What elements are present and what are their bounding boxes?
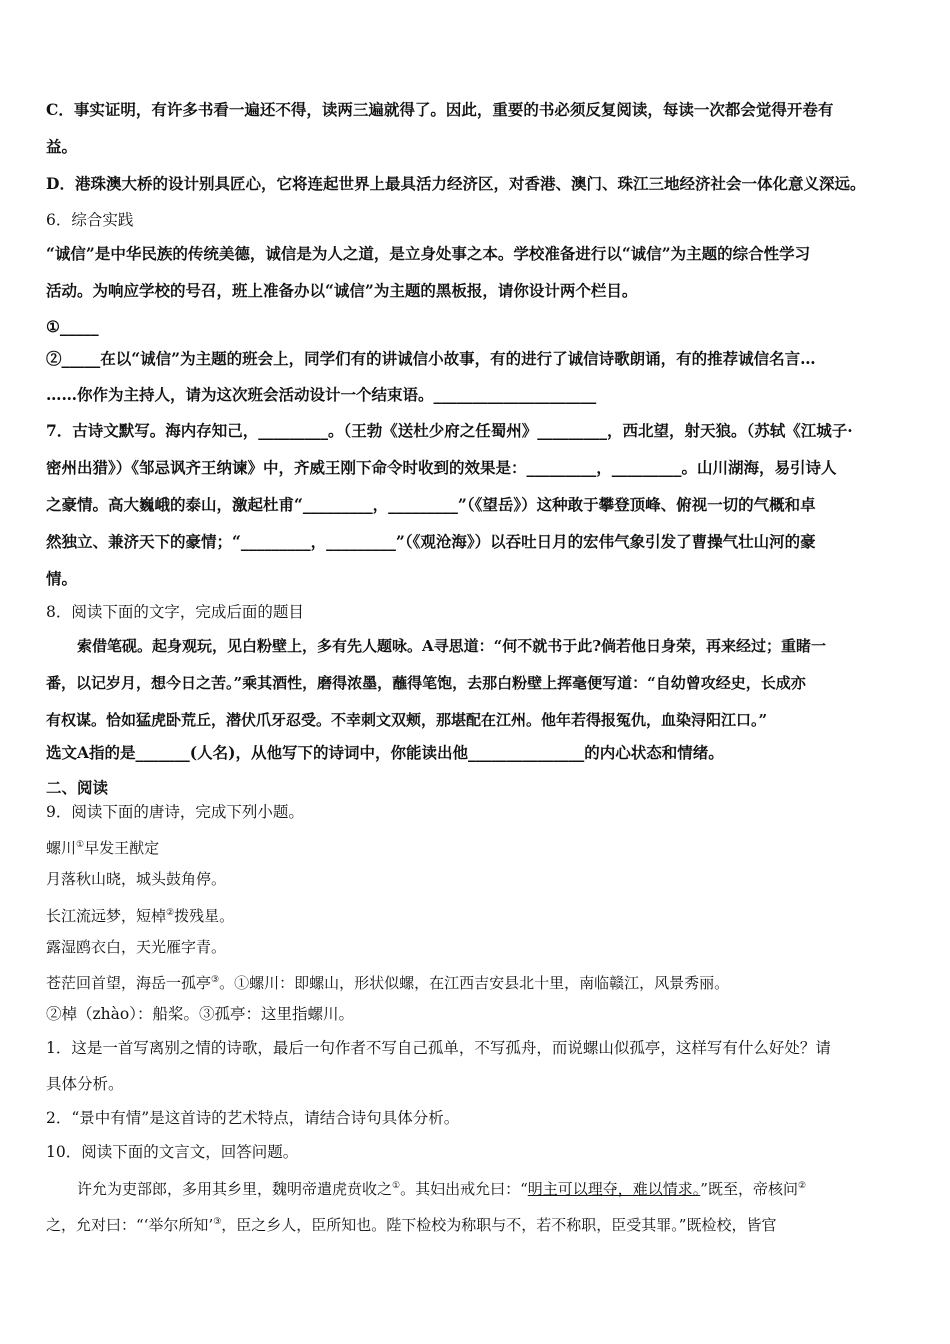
q6-closing-line: ……你作为主持人，请为这次班会活动设计一个结束语。_____________________ [46, 385, 597, 404]
q6-blank-1: ①_____ [46, 317, 99, 336]
poem-line1: 月落秋山晓，城头鼓角停。 [46, 870, 227, 888]
poem-title: 螺川①早发王猷定 [46, 839, 160, 857]
footnote-marker: ③ [211, 975, 220, 985]
question-10-heading: 10．阅读下面的文言文，回答问题。 [46, 1143, 299, 1161]
q9-sub2: 2．“景中有情”是这首诗的艺术特点，请结合诗句具体分析。 [46, 1109, 460, 1127]
option-c-line1: C．事实证明，有许多书看一遍还不得，读两三遍就得了。因此，重要的书必须反复阅读，每读一次都会觉得开卷有 [46, 100, 834, 119]
q8-question: 选文A指的是_______(人名)，从他写下的诗词中，你能读出他_______________的内心状态和情绪。 [46, 743, 724, 762]
question-7-line5: 情。 [46, 569, 78, 588]
section-2-heading: 二、阅读 [46, 778, 109, 797]
footnote-marker: ③ [213, 1217, 222, 1227]
question-8-heading: 8．阅读下面的文字，完成后面的题目 [46, 603, 304, 621]
poem-line4-and-note1: 苍茫回首望，海岳一孤亭③。①螺川：即螺山，形状似螺，在江西吉安县北十里，南临赣江，风景秀丽。 [46, 974, 730, 992]
underlined-sentence: 明主可以理夺，难以情求。 [527, 1180, 701, 1198]
q8-passage-line1: 索借笔砚。起身观玩，见白粉壁上，多有先人题咏。A寻思道：“何不就书于此?倘若他日身荣，再来经过；重睹一 [77, 637, 827, 655]
footnote-marker: ① [392, 1181, 401, 1191]
q10-passage-line1: 许允为吏部郎，多用其乡里，魏明帝遣虎贲收之①。其妇出戒允曰：“明主可以理夺，难以情求。”既至，帝核问② [77, 1180, 807, 1198]
q8-passage-line3: 有权谋。恰如猛虎卧荒丘，潜伏爪牙忍受。不幸刺文双颊，那堪配在江州。他年若得报冤仇，血染浔阳江口。” [46, 711, 768, 729]
q6-paragraph-line1: “诚信”是中华民族的传统美德，诚信是为人之道，是立身处事之本。学校准备进行以“诚信”为主题的综合性学习 [46, 244, 811, 263]
q10-passage-line2: 之，允对曰：“‘举尔所知’③，臣之乡人，臣所知也。陛下检校为称职与不，若不称职，臣受其罪。”既检校，皆官 [46, 1216, 777, 1234]
footnote-marker: ② [166, 908, 175, 918]
q9-sub1-line1: 1．这是一首写离别之情的诗歌，最后一句作者不写自己孤单，不写孤舟，而说螺山似孤亭，这样写有什么好处？请 [46, 1039, 831, 1057]
q9-sub1-line2: 具体分析。 [46, 1075, 124, 1093]
question-6-heading: 6．综合实践 [46, 211, 134, 229]
q8-passage-line2: 番，以记岁月，想今日之苦。”乘其酒性，磨得浓墨，蘸得笔饱，去那白粉壁上挥毫便写道：“自幼曾攻经史，长成亦 [46, 674, 806, 692]
q6-blank-2-line: ②_____在以“诚信”为主题的班会上，同学们有的讲诚信小故事，有的进行了诚信诗歌朗诵，有的推荐诚信名言… [46, 349, 816, 368]
footnote-marker: ② [797, 1181, 807, 1191]
poem-notes-2-3: ②棹（zhào）：船桨。③孤亭：这里指螺川。 [46, 1005, 354, 1023]
question-7-line3: 之豪情。高大巍峨的泰山，激起杜甫“_________，_________”（《望岳》）这种敢于攀登顶峰、俯视一切的气概和卓 [46, 495, 816, 514]
footnote-marker: ① [76, 840, 85, 850]
question-9-heading: 9．阅读下面的唐诗，完成下列小题。 [46, 803, 304, 821]
question-7-line4: 然独立、兼济天下的豪情；“_________，_________”（《观沧海》）以吞吐日月的宏伟气象引发了曹操气壮山河的豪 [46, 532, 816, 551]
option-c-line2: 益。 [46, 137, 78, 156]
poem-line2: 长江流远梦，短棹②拨残星。 [46, 907, 235, 925]
question-7-line1: 7．古诗文默写。海内存知己，_________。（王勃《送杜少府之任蜀州》_________，西北望，射天狼。（苏轼《江城子· [46, 421, 853, 440]
option-d: D．港珠澳大桥的设计别具匠心，它将连起世界上最具活力经济区，对香港、澳门、珠江三地经济社会一体化意义深远。 [46, 174, 866, 193]
poem-line3: 露湿鸥衣白，天光雁字青。 [46, 938, 227, 956]
q6-paragraph-line2: 活动。为响应学校的号召，班上准备办以“诚信”为主题的黑板报，请你设计两个栏目。 [46, 281, 638, 300]
question-7-line2: 密州出猎》）《邹忌讽齐王纳谏》中，齐威王刚下命令时收到的效果是：_________，_________。山川湖海，易引诗人 [46, 458, 837, 477]
